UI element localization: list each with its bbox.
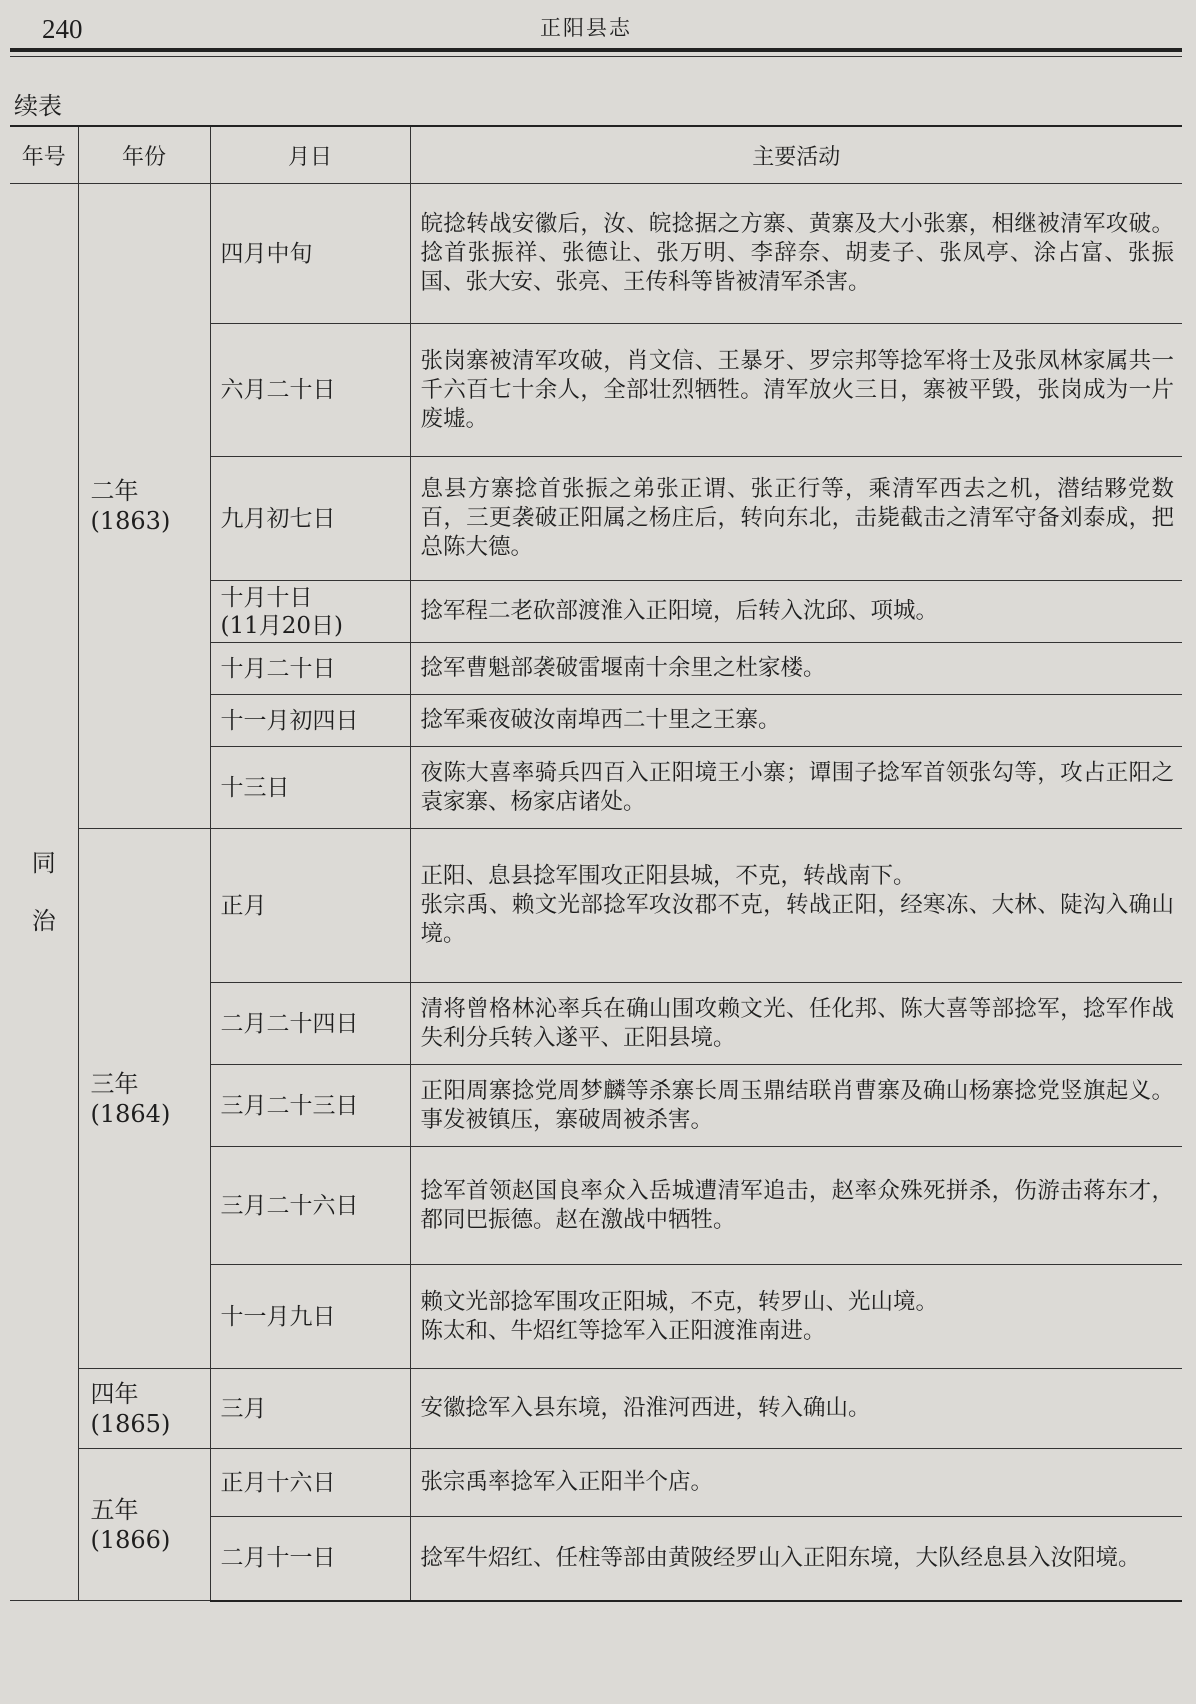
event-cell [410, 581, 1182, 643]
event-cell [410, 1065, 1182, 1147]
era-cell [10, 184, 78, 1601]
year-name: 三年 [90, 1069, 139, 1098]
event-text: 捻军程二老砍部渡淮入正阳境，后转入沈邱、项城。 [420, 598, 939, 624]
table-row [10, 1449, 1182, 1517]
event-cell [410, 1449, 1182, 1517]
event-text: 皖捻转战安徽后，汝、皖捻据之方寨、黄寨及大小张寨，相继被清军攻破。捻首张振祥、张德让、张万明、李辞奈、胡麦子、张凤亭、涂占富、张振国、张大安、张亮、王传科等皆被清军杀害。 [420, 211, 1174, 295]
event-text: 张岗寨被清军攻破，肖文信、王暴牙、罗宗邦等捻军将士及张凤林家属共一千六百七十余人，全部壮烈牺牲。清军放火三日，寨被平毁，张岗成为一片废墟。 [420, 347, 1174, 432]
table-row [10, 1369, 1182, 1449]
header-date: 月日 [210, 126, 410, 184]
event-cell [410, 1369, 1182, 1449]
event-cell [410, 184, 1182, 324]
event-text: 陈太和、牛炤红等捻军入正阳渡淮南进。 [420, 1317, 826, 1344]
header-rule-thick [10, 48, 1182, 52]
event-text: 清将曾格林沁率兵在确山围攻赖文光、任化邦、陈大喜等部捻军，捻军作战失利分兵转入遂平、正阳县境。 [420, 995, 1174, 1051]
event-text: 捻军乘夜破汝南埠西二十里之王寨。 [420, 707, 781, 733]
continued-label: 续表 [14, 92, 62, 120]
event-cell [410, 829, 1182, 983]
date-cell: 九月初七日 [210, 457, 410, 581]
date-cell: 十月二十日 [210, 643, 410, 695]
year-cell [78, 1369, 210, 1449]
events-table [10, 125, 1182, 1602]
year-name: 五年 [90, 1495, 139, 1524]
event-cell [410, 457, 1182, 581]
date-text: 十月十日 [220, 584, 313, 611]
year-western: (1864) [90, 1099, 171, 1128]
year-name: 四年 [90, 1379, 139, 1408]
era-char-1: 同 [31, 849, 56, 877]
year-western: (1863) [90, 507, 171, 535]
era-char-2: 治 [31, 907, 56, 935]
date-cell: 十一月初四日 [210, 695, 410, 747]
event-text: 息县方寨捻首张振之弟张正谓、张正行等，乘清军西去之机，潜结夥党数百，三更袭破正阳属之杨庄后，转向东北，击毙截击之清军守备刘泰成，把总陈大德。 [420, 476, 1174, 560]
date-cell: 六月二十日 [210, 324, 410, 457]
date-cell: 二月十一日 [210, 1517, 410, 1601]
event-cell [410, 747, 1182, 829]
event-cell [410, 1147, 1182, 1265]
date-cell [210, 581, 410, 643]
date-cell: 十一月九日 [210, 1265, 410, 1369]
event-text: 正阳、息县捻军围攻正阳县城，不克，转战南下。 [420, 863, 916, 889]
event-text: 捻军曹魁部袭破雷堰南十余里之杜家楼。 [420, 655, 826, 681]
event-text: 张宗禹率捻军入正阳半个店。 [420, 1469, 714, 1495]
year-cell [78, 829, 210, 1369]
year-name: 二年 [90, 477, 139, 505]
year-cell [78, 184, 210, 829]
event-text: 夜陈大喜率骑兵四百入正阳境王小寨；谭围子捻军首领张勾等，攻占正阳之袁家寨、杨家店诸处。 [420, 759, 1174, 815]
header-events: 主要活动 [410, 126, 1182, 184]
book-title: 正阳县志 [540, 16, 632, 40]
date-cell: 十三日 [210, 747, 410, 829]
year-western: (1865) [90, 1409, 171, 1438]
event-cell [410, 643, 1182, 695]
header-era: 年号 [10, 126, 78, 184]
event-text: 正阳周寨捻党周梦麟等杀寨长周玉鼎结联肖曹寨及确山杨寨捻党竖旗起义。事发被镇压，寨破周被杀害。 [420, 1077, 1174, 1133]
table-header-row [10, 126, 1182, 184]
event-text: 张宗禹、赖文光部捻军攻汝郡不克，转战正阳，经寒冻、大林、陡沟入确山境。 [420, 892, 1174, 947]
event-cell [410, 1517, 1182, 1601]
event-cell [410, 695, 1182, 747]
date-note: (11月20日) [220, 612, 343, 639]
event-text: 捻军首领赵国良率众入岳城遭清军追击，赵率众殊死拼杀，伤游击蒋东才，都同巴振德。赵在激战中牺牲。 [420, 1177, 1174, 1233]
header-year: 年份 [78, 126, 210, 184]
event-cell [410, 324, 1182, 457]
date-cell: 三月二十六日 [210, 1147, 410, 1265]
event-text: 赖文光部捻军围攻正阳城，不克，转罗山、光山境。 [420, 1288, 939, 1315]
header-rule-thin [10, 56, 1182, 57]
event-text: 安徽捻军入县东境，沿淮河西进，转入确山。 [420, 1395, 871, 1421]
date-cell: 四月中旬 [210, 184, 410, 324]
table-row [10, 829, 1182, 983]
date-cell: 正月十六日 [210, 1449, 410, 1517]
date-cell: 三月 [210, 1369, 410, 1449]
date-cell: 正月 [210, 829, 410, 983]
date-cell: 二月二十四日 [210, 983, 410, 1065]
page-number: 240 [42, 14, 83, 44]
year-cell [78, 1449, 210, 1601]
event-cell [410, 1265, 1182, 1369]
event-cell [410, 983, 1182, 1065]
year-western: (1866) [90, 1525, 171, 1554]
table-row [10, 184, 1182, 324]
date-cell: 三月二十三日 [210, 1065, 410, 1147]
event-text: 捻军牛炤红、任柱等部由黄陂经罗山入正阳东境，大队经息县入汝阳境。 [420, 1544, 1141, 1571]
